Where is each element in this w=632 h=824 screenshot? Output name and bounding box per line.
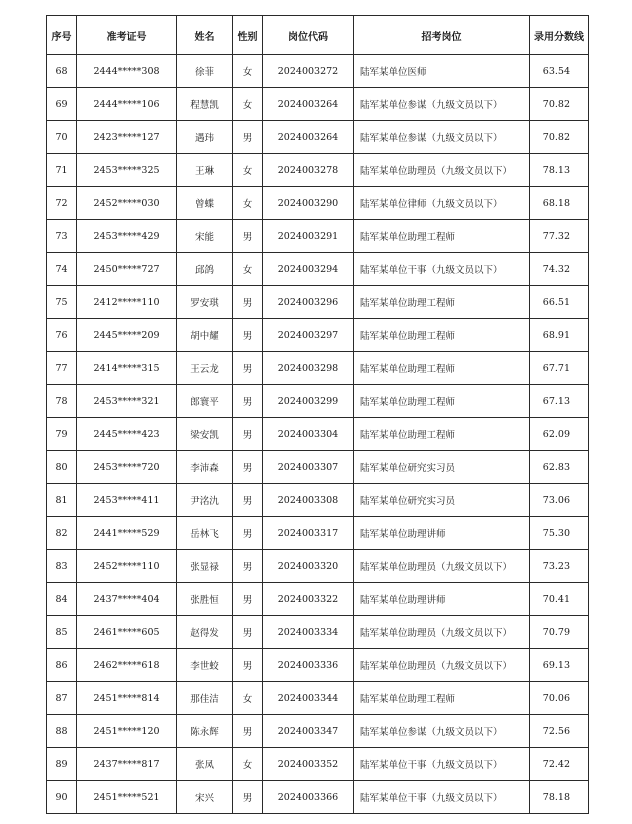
post-cell: 陆军某单位助理工程师 bbox=[354, 286, 530, 319]
post-code-cell: 2024003347 bbox=[263, 715, 354, 748]
name-cell: 罗安琪 bbox=[177, 286, 233, 319]
post-code-cell: 2024003291 bbox=[263, 220, 354, 253]
name-cell: 陈永辉 bbox=[177, 715, 233, 748]
exam-id-cell: 2437*****817 bbox=[77, 748, 177, 781]
score-cell: 75.30 bbox=[530, 517, 589, 550]
score-cell: 70.82 bbox=[530, 121, 589, 154]
gender-cell: 女 bbox=[233, 187, 263, 220]
gender-cell: 男 bbox=[233, 286, 263, 319]
header-gender: 性别 bbox=[233, 16, 263, 55]
exam-id-cell: 2453*****325 bbox=[77, 154, 177, 187]
post-code-cell: 2024003272 bbox=[263, 55, 354, 88]
post-code-cell: 2024003317 bbox=[263, 517, 354, 550]
table-row bbox=[47, 616, 589, 649]
table-row bbox=[47, 352, 589, 385]
exam-id-cell: 2461*****605 bbox=[77, 616, 177, 649]
name-cell: 赵得发 bbox=[177, 616, 233, 649]
score-cell: 63.54 bbox=[530, 55, 589, 88]
name-cell: 李沛森 bbox=[177, 451, 233, 484]
serial-cell: 90 bbox=[47, 781, 77, 814]
gender-cell: 男 bbox=[233, 352, 263, 385]
gender-cell: 男 bbox=[233, 121, 263, 154]
post-code-cell: 2024003264 bbox=[263, 88, 354, 121]
post-code-cell: 2024003308 bbox=[263, 484, 354, 517]
post-cell: 陆军某单位医师 bbox=[354, 55, 530, 88]
table-row bbox=[47, 484, 589, 517]
table-row bbox=[47, 748, 589, 781]
table-header-row bbox=[47, 16, 589, 55]
table-row bbox=[47, 517, 589, 550]
table-row bbox=[47, 187, 589, 220]
exam-id-cell: 2451*****814 bbox=[77, 682, 177, 715]
post-cell: 陆军某单位助理员（九级文员以下） bbox=[354, 616, 530, 649]
name-cell: 张显禄 bbox=[177, 550, 233, 583]
post-code-cell: 2024003290 bbox=[263, 187, 354, 220]
serial-cell: 87 bbox=[47, 682, 77, 715]
exam-id-cell: 2450*****727 bbox=[77, 253, 177, 286]
post-cell: 陆军某单位助理员（九级文员以下） bbox=[354, 649, 530, 682]
serial-cell: 84 bbox=[47, 583, 77, 616]
serial-cell: 85 bbox=[47, 616, 77, 649]
post-code-cell: 2024003296 bbox=[263, 286, 354, 319]
post-cell: 陆军某单位助理讲师 bbox=[354, 583, 530, 616]
gender-cell: 男 bbox=[233, 319, 263, 352]
score-cell: 69.13 bbox=[530, 649, 589, 682]
post-cell: 陆军某单位助理员（九级文员以下） bbox=[354, 154, 530, 187]
score-cell: 72.56 bbox=[530, 715, 589, 748]
table-row bbox=[47, 583, 589, 616]
gender-cell: 男 bbox=[233, 418, 263, 451]
name-cell: 王云龙 bbox=[177, 352, 233, 385]
post-cell: 陆军某单位助理工程师 bbox=[354, 682, 530, 715]
exam-id-cell: 2444*****106 bbox=[77, 88, 177, 121]
header-post: 招考岗位 bbox=[354, 16, 530, 55]
name-cell: 梁安凯 bbox=[177, 418, 233, 451]
table-row bbox=[47, 682, 589, 715]
table-row bbox=[47, 253, 589, 286]
exam-id-cell: 2453*****411 bbox=[77, 484, 177, 517]
serial-cell: 82 bbox=[47, 517, 77, 550]
gender-cell: 男 bbox=[233, 220, 263, 253]
table-row bbox=[47, 154, 589, 187]
post-cell: 陆军某单位助理讲师 bbox=[354, 517, 530, 550]
serial-cell: 78 bbox=[47, 385, 77, 418]
exam-id-cell: 2445*****209 bbox=[77, 319, 177, 352]
serial-cell: 77 bbox=[47, 352, 77, 385]
post-code-cell: 2024003307 bbox=[263, 451, 354, 484]
post-cell: 陆军某单位干事（九级文员以下） bbox=[354, 253, 530, 286]
exam-id-cell: 2451*****120 bbox=[77, 715, 177, 748]
post-code-cell: 2024003352 bbox=[263, 748, 354, 781]
score-cell: 73.06 bbox=[530, 484, 589, 517]
exam-id-cell: 2444*****308 bbox=[77, 55, 177, 88]
score-cell: 77.32 bbox=[530, 220, 589, 253]
exam-id-cell: 2437*****404 bbox=[77, 583, 177, 616]
score-cell: 70.82 bbox=[530, 88, 589, 121]
post-cell: 陆军某单位参谋（九级文员以下） bbox=[354, 121, 530, 154]
post-cell: 陆军某单位助理工程师 bbox=[354, 352, 530, 385]
post-cell: 陆军某单位助理工程师 bbox=[354, 319, 530, 352]
post-code-cell: 2024003334 bbox=[263, 616, 354, 649]
exam-id-cell: 2452*****030 bbox=[77, 187, 177, 220]
exam-id-cell: 2462*****618 bbox=[77, 649, 177, 682]
name-cell: 胡中耀 bbox=[177, 319, 233, 352]
table-row bbox=[47, 781, 589, 814]
name-cell: 尹洺氿 bbox=[177, 484, 233, 517]
score-cell: 73.23 bbox=[530, 550, 589, 583]
gender-cell: 男 bbox=[233, 517, 263, 550]
name-cell: 那佳洁 bbox=[177, 682, 233, 715]
post-code-cell: 2024003366 bbox=[263, 781, 354, 814]
gender-cell: 男 bbox=[233, 451, 263, 484]
serial-cell: 72 bbox=[47, 187, 77, 220]
table-row bbox=[47, 319, 589, 352]
post-cell: 陆军某单位参谋（九级文员以下） bbox=[354, 88, 530, 121]
gender-cell: 男 bbox=[233, 781, 263, 814]
header-exam-id: 准考证号 bbox=[77, 16, 177, 55]
score-cell: 62.09 bbox=[530, 418, 589, 451]
score-table bbox=[46, 15, 589, 814]
post-code-cell: 2024003336 bbox=[263, 649, 354, 682]
score-cell: 70.06 bbox=[530, 682, 589, 715]
name-cell: 程慧凯 bbox=[177, 88, 233, 121]
serial-cell: 83 bbox=[47, 550, 77, 583]
name-cell: 岳林飞 bbox=[177, 517, 233, 550]
gender-cell: 男 bbox=[233, 484, 263, 517]
post-cell: 陆军某单位助理员（九级文员以下） bbox=[354, 550, 530, 583]
name-cell: 曾蝶 bbox=[177, 187, 233, 220]
score-cell: 78.18 bbox=[530, 781, 589, 814]
exam-id-cell: 2453*****321 bbox=[77, 385, 177, 418]
name-cell: 徐菲 bbox=[177, 55, 233, 88]
table-row bbox=[47, 220, 589, 253]
post-cell: 陆军某单位助理工程师 bbox=[354, 385, 530, 418]
table-body bbox=[47, 55, 589, 814]
post-cell: 陆军某单位参谋（九级文员以下） bbox=[354, 715, 530, 748]
exam-id-cell: 2453*****720 bbox=[77, 451, 177, 484]
serial-cell: 73 bbox=[47, 220, 77, 253]
name-cell: 王琳 bbox=[177, 154, 233, 187]
name-cell: 遇玮 bbox=[177, 121, 233, 154]
table-row bbox=[47, 121, 589, 154]
post-code-cell: 2024003322 bbox=[263, 583, 354, 616]
post-code-cell: 2024003294 bbox=[263, 253, 354, 286]
post-cell: 陆军某单位律师（九级文员以下） bbox=[354, 187, 530, 220]
exam-id-cell: 2441*****529 bbox=[77, 517, 177, 550]
post-cell: 陆军某单位干事（九级文员以下） bbox=[354, 748, 530, 781]
post-cell: 陆军某单位研究实习员 bbox=[354, 484, 530, 517]
serial-cell: 69 bbox=[47, 88, 77, 121]
gender-cell: 女 bbox=[233, 88, 263, 121]
gender-cell: 男 bbox=[233, 616, 263, 649]
serial-cell: 81 bbox=[47, 484, 77, 517]
gender-cell: 女 bbox=[233, 253, 263, 286]
serial-cell: 89 bbox=[47, 748, 77, 781]
gender-cell: 女 bbox=[233, 682, 263, 715]
score-cell: 72.42 bbox=[530, 748, 589, 781]
score-cell: 70.41 bbox=[530, 583, 589, 616]
post-code-cell: 2024003320 bbox=[263, 550, 354, 583]
post-code-cell: 2024003278 bbox=[263, 154, 354, 187]
name-cell: 宋兴 bbox=[177, 781, 233, 814]
gender-cell: 女 bbox=[233, 748, 263, 781]
table-row bbox=[47, 55, 589, 88]
gender-cell: 男 bbox=[233, 715, 263, 748]
post-code-cell: 2024003299 bbox=[263, 385, 354, 418]
name-cell: 邱鸽 bbox=[177, 253, 233, 286]
table-row bbox=[47, 649, 589, 682]
gender-cell: 女 bbox=[233, 154, 263, 187]
score-cell: 74.32 bbox=[530, 253, 589, 286]
name-cell: 李世蛟 bbox=[177, 649, 233, 682]
serial-cell: 75 bbox=[47, 286, 77, 319]
post-cell: 陆军某单位助理工程师 bbox=[354, 220, 530, 253]
serial-cell: 71 bbox=[47, 154, 77, 187]
exam-id-cell: 2412*****110 bbox=[77, 286, 177, 319]
serial-cell: 76 bbox=[47, 319, 77, 352]
score-cell: 68.91 bbox=[530, 319, 589, 352]
serial-cell: 80 bbox=[47, 451, 77, 484]
table-row bbox=[47, 451, 589, 484]
serial-cell: 70 bbox=[47, 121, 77, 154]
header-score: 录用分数线 bbox=[530, 16, 589, 55]
post-code-cell: 2024003298 bbox=[263, 352, 354, 385]
post-code-cell: 2024003344 bbox=[263, 682, 354, 715]
name-cell: 张胜恒 bbox=[177, 583, 233, 616]
post-cell: 陆军某单位研究实习员 bbox=[354, 451, 530, 484]
serial-cell: 88 bbox=[47, 715, 77, 748]
exam-id-cell: 2453*****429 bbox=[77, 220, 177, 253]
exam-id-cell: 2423*****127 bbox=[77, 121, 177, 154]
score-cell: 70.79 bbox=[530, 616, 589, 649]
serial-cell: 68 bbox=[47, 55, 77, 88]
score-cell: 67.13 bbox=[530, 385, 589, 418]
table-row bbox=[47, 385, 589, 418]
post-cell: 陆军某单位助理工程师 bbox=[354, 418, 530, 451]
score-cell: 78.13 bbox=[530, 154, 589, 187]
name-cell: 张凤 bbox=[177, 748, 233, 781]
post-code-cell: 2024003297 bbox=[263, 319, 354, 352]
name-cell: 宋能 bbox=[177, 220, 233, 253]
score-cell: 62.83 bbox=[530, 451, 589, 484]
exam-id-cell: 2451*****521 bbox=[77, 781, 177, 814]
score-cell: 66.51 bbox=[530, 286, 589, 319]
score-cell: 67.71 bbox=[530, 352, 589, 385]
exam-id-cell: 2452*****110 bbox=[77, 550, 177, 583]
gender-cell: 男 bbox=[233, 649, 263, 682]
score-table-page bbox=[46, 15, 588, 814]
gender-cell: 男 bbox=[233, 583, 263, 616]
table-row bbox=[47, 418, 589, 451]
table-row bbox=[47, 88, 589, 121]
table-row bbox=[47, 550, 589, 583]
exam-id-cell: 2414*****315 bbox=[77, 352, 177, 385]
score-cell: 68.18 bbox=[530, 187, 589, 220]
serial-cell: 86 bbox=[47, 649, 77, 682]
gender-cell: 女 bbox=[233, 55, 263, 88]
header-serial: 序号 bbox=[47, 16, 77, 55]
post-code-cell: 2024003304 bbox=[263, 418, 354, 451]
gender-cell: 男 bbox=[233, 550, 263, 583]
exam-id-cell: 2445*****423 bbox=[77, 418, 177, 451]
post-code-cell: 2024003264 bbox=[263, 121, 354, 154]
post-cell: 陆军某单位干事（九级文员以下） bbox=[354, 781, 530, 814]
serial-cell: 79 bbox=[47, 418, 77, 451]
serial-cell: 74 bbox=[47, 253, 77, 286]
name-cell: 郎寰平 bbox=[177, 385, 233, 418]
gender-cell: 男 bbox=[233, 385, 263, 418]
header-name: 姓名 bbox=[177, 16, 233, 55]
header-post-code: 岗位代码 bbox=[263, 16, 354, 55]
table-row bbox=[47, 286, 589, 319]
table-row bbox=[47, 715, 589, 748]
